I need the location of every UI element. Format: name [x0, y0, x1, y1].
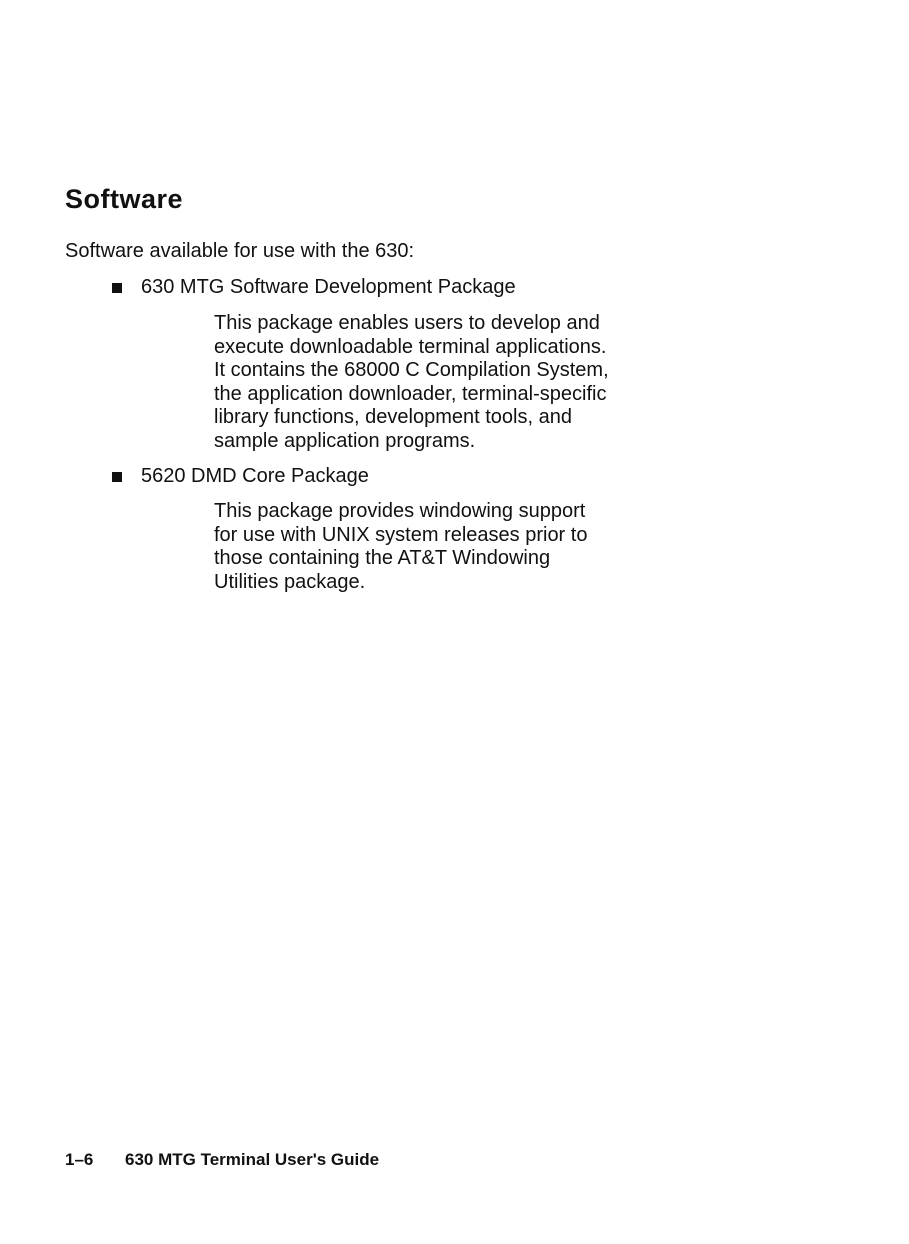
description-line: sample application programs. [214, 429, 476, 452]
item-description-sdp [214, 312, 684, 453]
description-line: for use with UNIX system releases prior to [214, 523, 588, 546]
section-heading: Software [65, 184, 184, 214]
description-line: This package enables users to develop and [214, 312, 600, 334]
description-line: those containing the AT&T Windowing [214, 547, 551, 569]
bullet-icon [112, 283, 122, 293]
description-line: execute downloadable terminal applications. [214, 335, 607, 358]
item-title-dmd-core: 5620 DMD Core Package [141, 465, 369, 487]
description-line: It contains the 68000 C Compilation System, [214, 359, 609, 381]
description-line: library functions, development tools, and [214, 406, 572, 428]
description-line: This package provides windowing support [214, 500, 586, 522]
book-title: 630 MTG Terminal User's Guide [125, 1150, 380, 1169]
item-description-dmd-core [214, 500, 684, 594]
description-line: Utilities package. [214, 570, 366, 593]
description-line: the application downloader, terminal-specific [214, 382, 607, 405]
page-number: 1–6 [65, 1150, 94, 1169]
bullet-icon [112, 472, 122, 482]
item-title-sdp: 630 MTG Software Development Package [141, 276, 516, 298]
section-intro: Software available for use with the 630: [65, 240, 415, 262]
page-footer [65, 1150, 379, 1170]
